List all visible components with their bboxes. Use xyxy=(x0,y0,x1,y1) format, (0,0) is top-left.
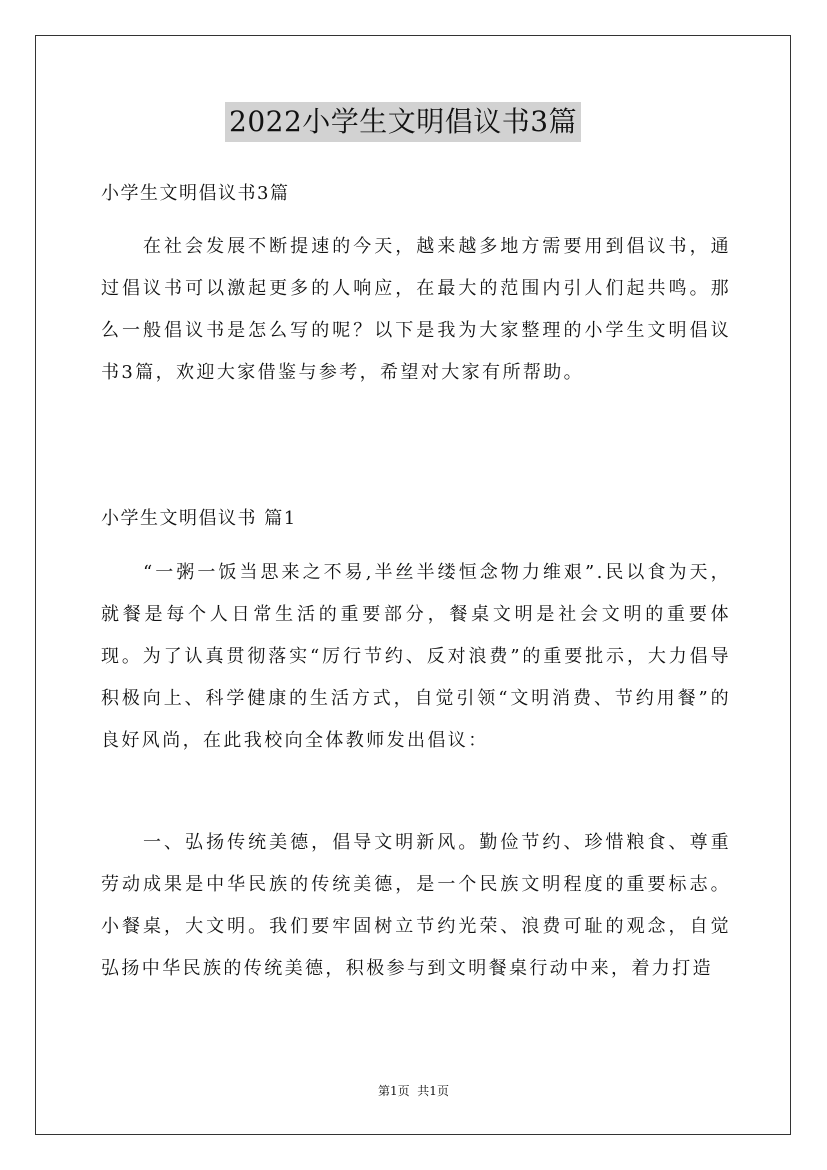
intro-paragraph: 在社会发展不断提速的今天，越来越多地方需要用到倡议书，通过倡议书可以激起更多的人响应，在最大的范围内引人们起共鸣。那么一般倡议书是怎么写的呢？以下是我为大家整理的小学生文明倡议书3篇，欢迎大家借鉴与参考，希望对大家有所帮助。 xyxy=(101,236,731,383)
document-title: 2022小学生文明倡议书3篇 xyxy=(225,102,581,142)
section-1-heading: 小学生文明倡议书 篇1 xyxy=(101,508,297,529)
document-subtitle: 小学生文明倡议书3篇 xyxy=(101,183,290,204)
page-footer: 第1页 共1页 xyxy=(378,1084,449,1098)
section-1-paragraph-1: “一粥一饭当思来之不易,半丝半缕恒念物力维艰”.民以食为天，就餐是每个人日常生活的重要部分，餐桌文明是社会文明的重要体现。为了认真贯彻落实“厉行节约、反对浪费”的重要批示，大力倡导积极向上、科学健康的生活方式，自觉引领“文明消费、节约用餐”的良好风尚，在此我校向全体教师发出倡议： xyxy=(101,562,731,751)
section-1-paragraph-2: 一、弘扬传统美德，倡导文明新风。勤俭节约、珍惜粮食、尊重劳动成果是中华民族的传统美德，是一个民族文明程度的重要标志。小餐桌，大文明。我们要牢固树立节约光荣、浪费可耻的观念，自觉弘扬中华民族的传统美德，积极参与到文明餐桌行动中来，着力打造 xyxy=(101,832,731,979)
